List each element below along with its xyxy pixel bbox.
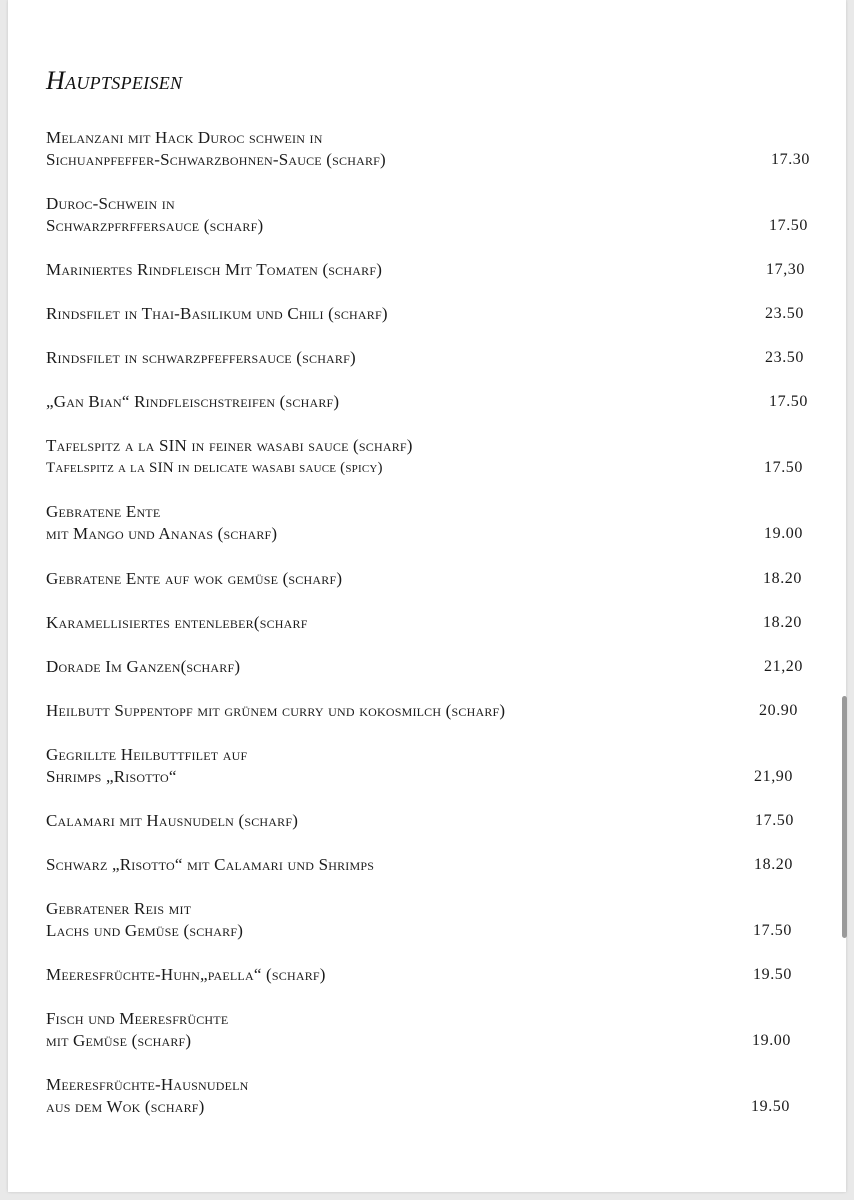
dish-name: „Gan Bian“ Rindfleischstreifen (scharf) [46, 392, 340, 411]
menu-item [46, 127, 818, 171]
dish-price: 19.50 [751, 1098, 790, 1115]
dish-name: Mariniertes Rindfleisch Mit Tomaten (scharf) [46, 260, 383, 279]
menu-item [46, 501, 818, 545]
menu-item [46, 435, 818, 479]
dish-price: 17.50 [753, 922, 792, 939]
dish-name: Karamellisiertes entenleber(scharf [46, 613, 308, 632]
menu-item [46, 656, 818, 678]
menu-item [46, 810, 818, 832]
menu-item [46, 744, 818, 788]
menu-item [46, 259, 818, 281]
menu-item [46, 898, 818, 942]
dish-name: Gebratener Reis mit [46, 899, 192, 918]
dish-price: 18.20 [763, 570, 802, 587]
dish-description: Schwarzpfrffersauce (scharf) [46, 216, 264, 235]
dish-price: 17.30 [771, 151, 810, 168]
dish-name: Gegrillte Heilbuttfilet auf [46, 745, 248, 764]
menu-item [46, 303, 818, 325]
dish-price: 23.50 [765, 305, 804, 322]
dish-price: 17.50 [769, 217, 808, 234]
dish-description: mit Mango und Ananas (scharf) [46, 524, 278, 543]
dish-name: Meeresfrüchte-Huhn„paella“ (scharf) [46, 965, 326, 984]
menu-item [46, 612, 818, 634]
dish-name: Gebratene Ente [46, 502, 161, 521]
dish-name: Dorade Im Ganzen(scharf) [46, 657, 241, 676]
menu-item [46, 964, 818, 986]
dish-price: 18.20 [763, 614, 802, 631]
dish-name: Calamari mit Hausnudeln (scharf) [46, 811, 299, 830]
dish-price: 23.50 [765, 349, 804, 366]
dish-price: 17,30 [766, 261, 805, 278]
dish-name: Heilbutt Suppentopf mit grünem curry und kokosmilch (scharf) [46, 701, 506, 720]
menu-item [46, 1074, 818, 1118]
dish-name: Duroc-Schwein in [46, 194, 175, 213]
dish-translation: Tafelspitz a la SIN in delicate wasabi sauce (spicy) [46, 460, 383, 476]
menu-item [46, 1008, 818, 1052]
dish-price: 17.50 [755, 812, 794, 829]
section-title: Hauptspeisen [46, 66, 183, 95]
menu-item [46, 568, 818, 590]
dish-price: 17.50 [769, 393, 808, 410]
dish-name: Rindsfilet in Thai-Basilikum und Chili (scharf) [46, 304, 388, 323]
dish-name: Schwarz „Risotto“ mit Calamari und Shrimps [46, 855, 375, 874]
dish-price: 19.00 [752, 1032, 791, 1049]
dish-description: Sichuanpfeffer-Schwarzbohnen-Sauce (scharf) [46, 150, 386, 169]
dish-price: 21,20 [764, 658, 803, 675]
dish-name: Rindsfilet in schwarzpfeffersauce (scharf) [46, 348, 356, 367]
dish-price: 19.50 [753, 966, 792, 983]
dish-price: 19.00 [764, 525, 803, 542]
menu-page [8, 0, 846, 1192]
menu-item [46, 700, 818, 722]
menu-item [46, 391, 818, 413]
dish-price: 21,90 [754, 768, 793, 785]
dish-description: Lachs und Gemüse (scharf) [46, 921, 244, 940]
menu-item [46, 193, 818, 237]
dish-price: 17.50 [764, 459, 803, 476]
menu-item [46, 347, 818, 369]
dish-price: 18.20 [754, 856, 793, 873]
dish-description: Shrimps „Risotto“ [46, 767, 177, 786]
dish-price: 20.90 [759, 702, 798, 719]
dish-description: mit Gemüse (scharf) [46, 1031, 192, 1050]
menu-item [46, 854, 818, 876]
vertical-scrollbar[interactable] [842, 696, 847, 938]
dish-name: Gebratene Ente auf wok gemüse (scharf) [46, 569, 343, 588]
dish-name: Tafelspitz a la SIN in feiner wasabi sauce (scharf) [46, 436, 413, 455]
dish-description: aus dem Wok (scharf) [46, 1097, 205, 1116]
dish-name: Melanzani mit Hack Duroc schwein in [46, 128, 323, 147]
dish-name: Fisch und Meeresfrüchte [46, 1009, 229, 1028]
dish-name: Meeresfrüchte-Hausnudeln [46, 1075, 249, 1094]
